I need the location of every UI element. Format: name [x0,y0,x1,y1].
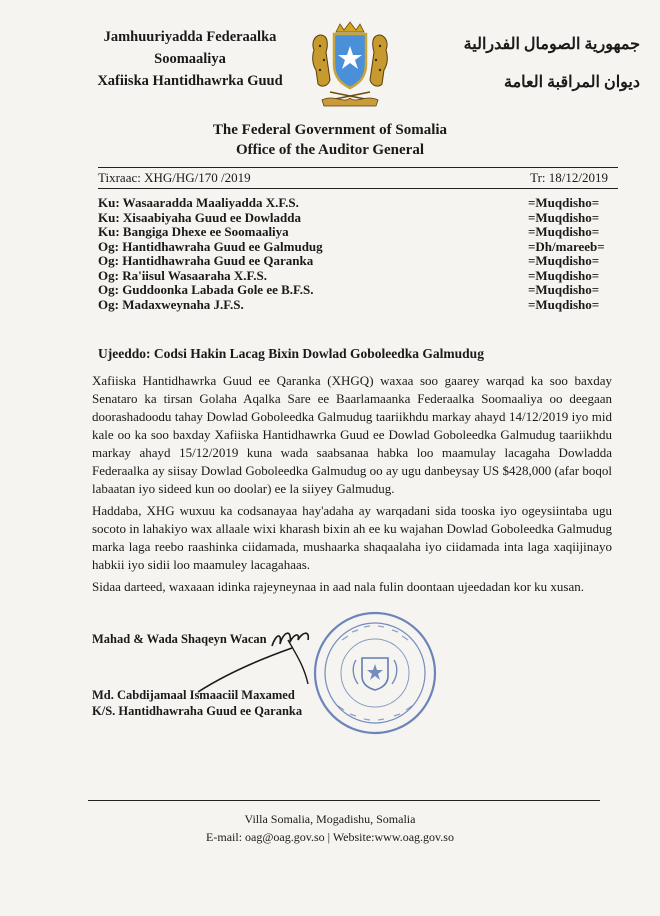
recipient-city: =Muqdisho= [528,195,600,210]
header-right-block [420,26,640,102]
recipient-name: Og: Hantidhawraha Guud ee Qaranka [98,253,314,268]
header-left-line-1: Jamhuuriyadda Federaalka [103,29,277,45]
top-rule [98,167,618,168]
recipient-city: =Muqdisho= [528,253,600,268]
signatory-role: K/S. Hantidhawraha Guud ee Qaranka [92,704,303,718]
recipient-city: =Muqdisho= [528,209,600,225]
title-line-1: The Federal Government of Somalia [212,122,448,138]
recipient-name: Og: Guddoonka Labada Gole ee B.F.S. [98,282,314,297]
recipients-list [98,196,618,312]
list-item [98,298,618,313]
list-item [98,269,618,284]
header-left-line-2: Soomaaliya [154,51,226,67]
body-paragraph-1: Xafiiska Hantidhawrka Guud ee Qaranka (XHGQ) waxaa soo gaarey warqad ka soo baxday Senataro ka tirsan Golaha Aqalka Sare ee Baarlamaanka Federaalka Soomaaliya oo deegaan doorashadoodu tahay Dowlad Goboleedka Galmudug taariikhdu markay ahayd 14/12/2019 iyo mid kale oo ka soo baxday Xafiiska Hantidhawrka Guud ee Dowlad Goboleedka Galmudug taariikhdu markay ahayd 15/12/2019 kuna wada saabsanaa habka loo maamulay lacagaha Dowladda Federaalka ay siisay Dowlad Goboleedka Galmudug oo ay ugu danbeysay US $428,000 (afar boqol labaatan iyo sideed kun oo doolar) ee la siiyey Galmudug. [92,373,612,496]
header-left-line-3: Xafiiska Hantidhawrka Guud [97,73,283,89]
signatory-name: Md. Cabdijamaal Ismaaciil Maxamed [92,688,295,702]
somalia-coat-of-arms-icon [300,20,400,110]
title-line-2: Office of the Auditor General [235,142,425,158]
recipient-name: Og: Hantidhawraha Guud ee Galmudug [98,238,323,254]
official-stamp-icon [312,610,438,736]
list-item [98,254,618,269]
header-left-block [70,26,310,92]
body-paragraph-3: Sidaa darteed, waxaaan idinka rajeyneynaa in aad nala fulin doontaan ujeedadan kor ku xusan. [92,579,584,594]
closing-line: Mahad & Wada Shaqeyn Wacan [92,632,267,646]
body-paragraph-2: Haddaba, XHG wuxuu ka codsanayaa hay'adaha ay warqadani sida tooska iyo ogeysiintaba ugu socoto in lahakiyo wax allaale wixi kharash bixin ah ee ku wajahan Dowlad Goboleedka Galmudug marka laga reebo raashinka ciidamada, mushaarka shaqaalaha iyo ciidamada inta laga xaqiijinayo habkii iyo sidii loo maamuley lacagahaas. [92,503,612,572]
list-item [98,211,618,226]
list-item [98,225,618,240]
reference-row [98,170,618,188]
reference-number: Tixraac: XHG/HG/170 /2019 [98,170,251,185]
recipient-name: Og: Madaxweynaha J.F.S. [98,296,244,312]
header-right-line-1: جمهورية الصومال الفدرالية [463,36,640,53]
footer-address: Villa Somalia, Mogadishu, Somalia [244,812,416,826]
recipient-name: Ku: Xisaabiyaha Guud ee Dowladda [98,209,301,225]
recipient-name: Ku: Wasaaradda Maaliyadda X.F.S. [98,195,299,210]
recipient-name: Og: Ra'iisul Wasaaraha X.F.S. [98,267,268,283]
header-right-line-2: ديوان المراقبة العامة [504,74,640,91]
reference-date: Tr: 18/12/2019 [530,170,608,185]
subject-line: Ujeeddo: Codsi Hakin Lacag Bixin Dowlad Goboleedka Galmudug [98,346,484,361]
bottom-rule [98,188,618,189]
recipient-city: =Muqdisho= [528,296,600,312]
list-item [98,196,618,211]
list-item [98,240,618,255]
recipient-city: =Muqdisho= [528,224,600,239]
list-item [98,283,618,298]
footer-contact: E-mail: oag@oag.gov.so | Website:www.oag.gov.so [206,830,454,844]
recipient-name: Ku: Bangiga Dhexe ee Soomaaliya [98,224,289,239]
recipient-city: =Dh/mareeb= [528,238,605,254]
recipient-city: =Muqdisho= [528,267,600,283]
footer-rule [88,800,600,801]
recipient-city: =Muqdisho= [528,282,600,297]
